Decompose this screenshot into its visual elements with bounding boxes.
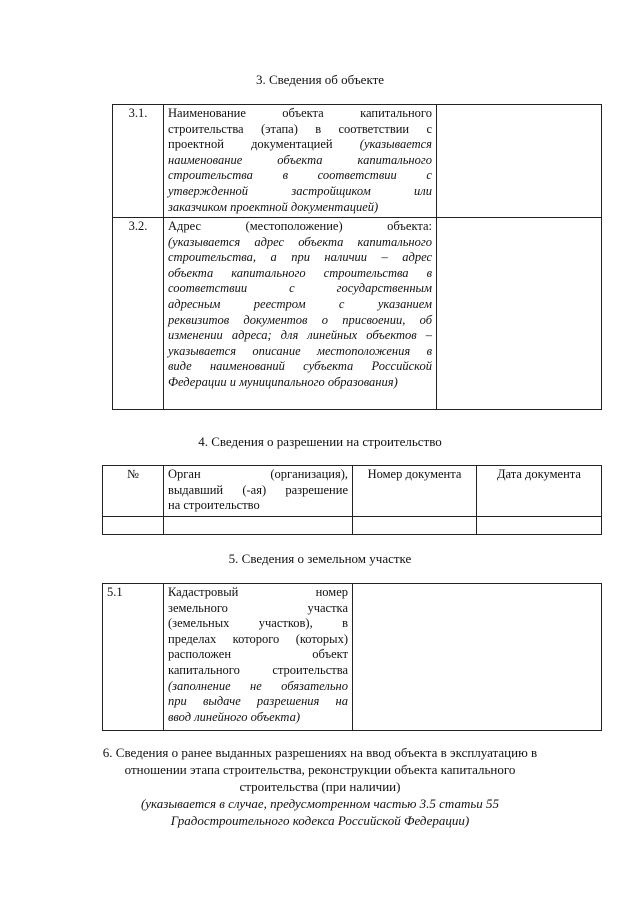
column-header-number: №	[103, 466, 164, 517]
label-line: Адрес (местоположение) объекта:	[168, 219, 432, 233]
label-line: наименование объекта капитального	[168, 152, 432, 167]
column-header-doc-number: Номер документа	[353, 466, 477, 517]
label-line: Федерации и муниципального образования)	[168, 374, 398, 389]
label-line: заказчиком проектной документацией)	[168, 199, 379, 214]
object-name-value-cell[interactable]	[437, 105, 602, 218]
label-line: (указывается адрес объекта капитального	[168, 234, 432, 249]
empty-cell[interactable]	[353, 517, 477, 535]
section4-title: 4. Сведения о разрешении на строительство	[198, 434, 442, 449]
object-name-label	[164, 105, 437, 218]
column-header-organ: Орган (организация), выдавший (-ая) разрешение на строительство	[164, 466, 353, 517]
label-line: проектной документацией (указывается	[168, 137, 432, 152]
section3-title: 3. Сведения об объекте	[255, 72, 385, 87]
empty-cell[interactable]	[164, 517, 353, 535]
label-line: расположен объект	[168, 647, 348, 662]
object-address-value-cell[interactable]	[437, 218, 602, 410]
section6-title-line: строительства (при наличии)	[239, 779, 401, 794]
row-number: 3.2.	[113, 218, 164, 410]
label-line: (земельных участков), в	[168, 616, 348, 631]
section6-note-line: Градостроительного кодекса Российской Федерации)	[170, 813, 470, 828]
label-line: капитального строительства	[168, 662, 348, 677]
label-line: пределах которого (которых)	[168, 631, 348, 646]
empty-cell[interactable]	[477, 517, 602, 535]
section5-title: 5. Сведения о земельном участке	[228, 551, 412, 566]
table-row	[113, 105, 602, 218]
label-line: при выдаче разрешения на	[168, 694, 348, 709]
label-line: Наименование объекта капитального	[168, 106, 432, 120]
label-line: адресным реестром с указанием	[168, 296, 432, 311]
row-number: 3.1.	[113, 105, 164, 218]
section6-block	[80, 744, 560, 829]
label-line: соответствии с государственным	[168, 281, 432, 296]
permit-table	[102, 465, 602, 535]
label-line: Кадастровый номер	[168, 585, 348, 599]
label-line: земельного участка	[168, 600, 348, 615]
column-header-doc-date: Дата документа	[477, 466, 602, 517]
label-line: строительства в соответствии с	[168, 168, 432, 183]
land-plot-table	[102, 583, 602, 731]
section6-title-line: отношении этапа строительства, реконструкции объекта капитального	[124, 762, 516, 777]
label-line: утвержденной застройщиком или	[168, 183, 432, 198]
table-row	[103, 517, 602, 535]
label-line: виде наименований субъекта Российской	[168, 359, 432, 374]
row-number: 5.1	[103, 584, 164, 731]
label-line: изменении адреса; для линейных объектов –	[168, 328, 432, 343]
object-info-table	[112, 104, 602, 410]
cadastral-number-value-cell[interactable]	[353, 584, 602, 731]
cadastral-number-label	[164, 584, 353, 731]
table-header-row	[103, 466, 602, 517]
section6-title-line: 6. Сведения о ранее выданных разрешениях на ввод объекта в эксплуатацию в	[102, 745, 538, 760]
label-line: указывается описание местоположения в	[168, 343, 432, 358]
table-row	[113, 218, 602, 410]
section6-note-line: (указывается в случае, предусмотренном частью 3.5 статьи 55	[140, 796, 500, 811]
label-line: объекта капитального строительства в	[168, 265, 432, 280]
empty-cell[interactable]	[103, 517, 164, 535]
label-line: строительства, а при наличии – адрес	[168, 250, 432, 265]
label-line: ввод линейного объекта)	[168, 709, 300, 724]
table-row	[103, 584, 602, 731]
label-line: строительства (этапа) в соответствии с	[168, 121, 432, 136]
label-line: реквизитов документов о присвоении, об	[168, 312, 432, 327]
label-line: (заполнение не обязательно	[168, 678, 348, 693]
object-address-label	[164, 218, 437, 410]
